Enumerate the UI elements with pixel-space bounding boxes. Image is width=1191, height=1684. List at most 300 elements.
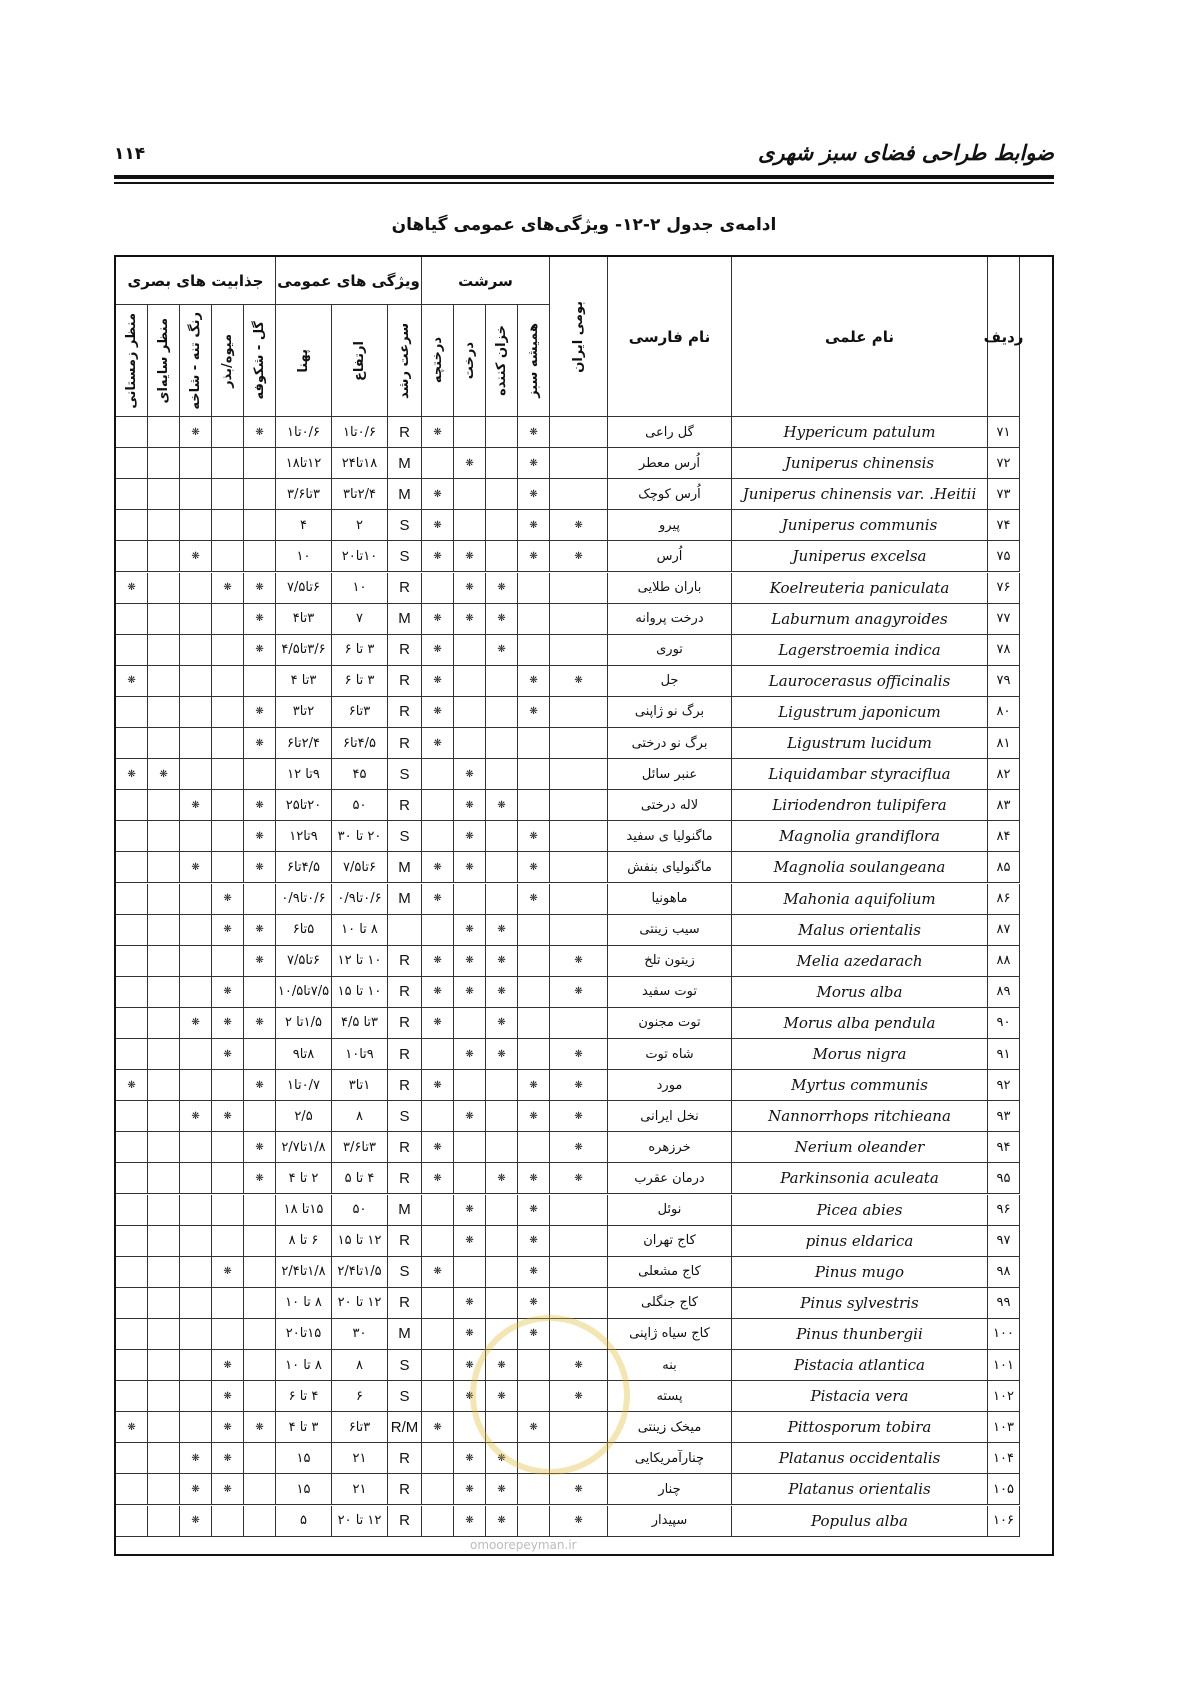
cell-fa: توت سفید bbox=[608, 977, 732, 1008]
mark-flower: ❋ bbox=[244, 1070, 276, 1101]
cell-width: ۲۰تا۲۵ bbox=[276, 790, 332, 821]
header-growth-label: سرعت رشد bbox=[397, 322, 412, 399]
cell-width: ۶ تا ۸ bbox=[276, 1226, 332, 1257]
cell-width: ۳/۶تا۴/۵ bbox=[276, 635, 332, 666]
cell-height: ۱۲ تا ۲۰ bbox=[332, 1288, 388, 1319]
cell-sci: Pistacia vera bbox=[732, 1381, 988, 1412]
mark-color bbox=[180, 1412, 212, 1443]
mark-deciduous: ❋ bbox=[486, 1350, 518, 1381]
mark-winter bbox=[116, 1443, 148, 1474]
table-caption: ادامه‌ی جدول ۲-۱۲- ویژگی‌های عمومی گیاهان bbox=[391, 215, 777, 235]
cell-height: ۳تا۳/۶ bbox=[332, 1132, 388, 1163]
cell-height: ۳تا۶ bbox=[332, 1412, 388, 1443]
header-evergreen bbox=[518, 305, 550, 417]
mark-tree bbox=[454, 635, 486, 666]
mark-winter bbox=[116, 479, 148, 510]
cell-sci: Nannorrhops ritchieana bbox=[732, 1101, 988, 1132]
mark-color bbox=[180, 635, 212, 666]
mark-fruit bbox=[212, 1195, 244, 1226]
mark-color bbox=[180, 479, 212, 510]
cell-no: ۱۰۳ bbox=[988, 1412, 1020, 1443]
mark-shrub: ❋ bbox=[422, 479, 454, 510]
mark-deciduous bbox=[486, 510, 518, 541]
header-native bbox=[550, 257, 608, 417]
mark-color bbox=[180, 821, 212, 852]
mark-evergreen bbox=[518, 759, 550, 790]
mark-winter bbox=[116, 1008, 148, 1039]
mark-deciduous bbox=[486, 448, 518, 479]
mark-shrub: ❋ bbox=[422, 666, 454, 697]
mark-deciduous bbox=[486, 1257, 518, 1288]
header-height bbox=[332, 305, 388, 417]
mark-native bbox=[550, 1412, 608, 1443]
mark-tree bbox=[454, 479, 486, 510]
cell-growth: M bbox=[388, 604, 422, 635]
mark-shade bbox=[148, 666, 180, 697]
mark-evergreen: ❋ bbox=[518, 1288, 550, 1319]
cell-sci: Pistacia atlantica bbox=[732, 1350, 988, 1381]
mark-deciduous: ❋ bbox=[486, 1039, 518, 1070]
header-tree bbox=[454, 305, 486, 417]
header-persian-name-label: نام فارسی bbox=[628, 327, 711, 346]
cell-sci: Juniperus excelsa bbox=[732, 541, 988, 572]
cell-fa: توت مجنون bbox=[608, 1008, 732, 1039]
mark-winter bbox=[116, 541, 148, 572]
mark-winter bbox=[116, 1195, 148, 1226]
mark-evergreen: ❋ bbox=[518, 541, 550, 572]
mark-color bbox=[180, 1226, 212, 1257]
header-rule-thick bbox=[114, 175, 1054, 179]
cell-sci: Parkinsonia aculeata bbox=[732, 1163, 988, 1194]
mark-evergreen: ❋ bbox=[518, 479, 550, 510]
mark-deciduous bbox=[486, 697, 518, 728]
mark-deciduous: ❋ bbox=[486, 1163, 518, 1194]
mark-color: ❋ bbox=[180, 1008, 212, 1039]
mark-winter bbox=[116, 510, 148, 541]
cell-growth: S bbox=[388, 1381, 422, 1412]
cell-no: ۹۴ bbox=[988, 1132, 1020, 1163]
mark-evergreen bbox=[518, 915, 550, 946]
mark-shrub: ❋ bbox=[422, 541, 454, 572]
mark-native bbox=[550, 728, 608, 759]
mark-shade bbox=[148, 1195, 180, 1226]
cell-no: ۱۰۲ bbox=[988, 1381, 1020, 1412]
mark-shade bbox=[148, 977, 180, 1008]
cell-sci: Malus orientalis bbox=[732, 915, 988, 946]
mark-winter bbox=[116, 728, 148, 759]
mark-fruit bbox=[212, 759, 244, 790]
mark-native: ❋ bbox=[550, 1474, 608, 1505]
mark-shade bbox=[148, 479, 180, 510]
mark-tree: ❋ bbox=[454, 852, 486, 883]
header-shade-label: منظر سایه‌ای bbox=[156, 317, 171, 404]
header-winter-label: منظر زمستانی bbox=[124, 312, 139, 409]
mark-winter bbox=[116, 1350, 148, 1381]
mark-flower: ❋ bbox=[244, 1163, 276, 1194]
mark-deciduous bbox=[486, 1226, 518, 1257]
mark-color: ❋ bbox=[180, 790, 212, 821]
mark-shade bbox=[148, 915, 180, 946]
cell-width: ۸تا۹ bbox=[276, 1039, 332, 1070]
mark-shrub bbox=[422, 1474, 454, 1505]
mark-tree: ❋ bbox=[454, 1350, 486, 1381]
cell-height: ۴ تا ۵ bbox=[332, 1163, 388, 1194]
cell-growth: R bbox=[388, 977, 422, 1008]
cell-growth: R/M bbox=[388, 1412, 422, 1443]
cell-width: ۱/۸تا۲/۷ bbox=[276, 1132, 332, 1163]
mark-winter bbox=[116, 884, 148, 915]
mark-fruit: ❋ bbox=[212, 1257, 244, 1288]
mark-color bbox=[180, 946, 212, 977]
mark-flower bbox=[244, 448, 276, 479]
mark-flower: ❋ bbox=[244, 728, 276, 759]
mark-flower bbox=[244, 1101, 276, 1132]
mark-shrub bbox=[422, 1195, 454, 1226]
mark-winter: ❋ bbox=[116, 759, 148, 790]
mark-evergreen: ❋ bbox=[518, 1319, 550, 1350]
header-height-label: ارتفاع bbox=[352, 340, 367, 381]
cell-growth: R bbox=[388, 635, 422, 666]
cell-fa: ماگنولیای بنفش bbox=[608, 852, 732, 883]
mark-color bbox=[180, 884, 212, 915]
mark-shrub: ❋ bbox=[422, 852, 454, 883]
mark-flower bbox=[244, 1350, 276, 1381]
mark-shade bbox=[148, 1257, 180, 1288]
cell-sci: Nerium oleander bbox=[732, 1132, 988, 1163]
mark-native: ❋ bbox=[550, 946, 608, 977]
cell-growth: S bbox=[388, 1257, 422, 1288]
mark-shrub: ❋ bbox=[422, 1163, 454, 1194]
mark-winter bbox=[116, 1101, 148, 1132]
mark-color: ❋ bbox=[180, 417, 212, 448]
cell-growth: S bbox=[388, 759, 422, 790]
header-scientific-name-label: نام علمی bbox=[824, 327, 895, 346]
cell-width: ۴ تا ۶ bbox=[276, 1381, 332, 1412]
mark-fruit bbox=[212, 1070, 244, 1101]
mark-flower: ❋ bbox=[244, 821, 276, 852]
mark-winter bbox=[116, 1381, 148, 1412]
header-persian-name bbox=[608, 257, 732, 417]
mark-tree: ❋ bbox=[454, 573, 486, 604]
mark-shade bbox=[148, 1288, 180, 1319]
mark-shade bbox=[148, 821, 180, 852]
mark-tree: ❋ bbox=[454, 821, 486, 852]
cell-growth: R bbox=[388, 1288, 422, 1319]
cell-no: ۸۶ bbox=[988, 884, 1020, 915]
cell-growth: R bbox=[388, 1070, 422, 1101]
cell-sci: Koelreuteria paniculata bbox=[732, 573, 988, 604]
mark-shade bbox=[148, 946, 180, 977]
mark-deciduous bbox=[486, 821, 518, 852]
mark-tree: ❋ bbox=[454, 604, 486, 635]
cell-growth: R bbox=[388, 728, 422, 759]
cell-fa: برگ نو ژاپنی bbox=[608, 697, 732, 728]
cell-sci: Pittosporum tobira bbox=[732, 1412, 988, 1443]
mark-shrub bbox=[422, 448, 454, 479]
mark-flower bbox=[244, 1443, 276, 1474]
cell-width: ۲تا۳ bbox=[276, 697, 332, 728]
mark-flower bbox=[244, 1195, 276, 1226]
cell-fa: زیتون تلخ bbox=[608, 946, 732, 977]
mark-shrub: ❋ bbox=[422, 635, 454, 666]
mark-evergreen bbox=[518, 1350, 550, 1381]
mark-deciduous bbox=[486, 1070, 518, 1101]
mark-deciduous bbox=[486, 1132, 518, 1163]
mark-fruit bbox=[212, 1226, 244, 1257]
mark-tree: ❋ bbox=[454, 946, 486, 977]
mark-shrub: ❋ bbox=[422, 1132, 454, 1163]
cell-no: ۸۹ bbox=[988, 977, 1020, 1008]
cell-fa: میخک زینتی bbox=[608, 1412, 732, 1443]
mark-tree bbox=[454, 417, 486, 448]
mark-deciduous: ❋ bbox=[486, 915, 518, 946]
mark-color bbox=[180, 510, 212, 541]
cell-width: ۹تا ۱۲ bbox=[276, 759, 332, 790]
mark-shrub bbox=[422, 790, 454, 821]
cell-height: ۱تا۳ bbox=[332, 1070, 388, 1101]
mark-tree: ❋ bbox=[454, 1039, 486, 1070]
cell-fa: برگ نو درختی bbox=[608, 728, 732, 759]
mark-tree bbox=[454, 1070, 486, 1101]
mark-flower bbox=[244, 510, 276, 541]
cell-growth: M bbox=[388, 852, 422, 883]
mark-color bbox=[180, 666, 212, 697]
cell-fa: چنارآمریکایی bbox=[608, 1443, 732, 1474]
cell-width: ۱/۵تا ۲ bbox=[276, 1008, 332, 1039]
mark-shrub bbox=[422, 1226, 454, 1257]
cell-no: ۸۰ bbox=[988, 697, 1020, 728]
mark-flower bbox=[244, 884, 276, 915]
mark-native: ❋ bbox=[550, 1350, 608, 1381]
cell-fa: توری bbox=[608, 635, 732, 666]
cell-width: ۳تا۴ bbox=[276, 604, 332, 635]
mark-evergreen: ❋ bbox=[518, 1101, 550, 1132]
mark-flower: ❋ bbox=[244, 1132, 276, 1163]
mark-winter bbox=[116, 977, 148, 1008]
header-row-no-label: ردیف bbox=[983, 327, 1024, 346]
header-color-label: رنگ تنه - شاخه bbox=[188, 311, 203, 410]
cell-height: ۱۲ تا ۱۵ bbox=[332, 1226, 388, 1257]
header-fruit bbox=[212, 305, 244, 417]
mark-fruit bbox=[212, 541, 244, 572]
mark-shade bbox=[148, 1008, 180, 1039]
cell-height: ۵۰ bbox=[332, 1195, 388, 1226]
mark-color bbox=[180, 915, 212, 946]
cell-sci: Laburnum anagyroides bbox=[732, 604, 988, 635]
cell-growth: R bbox=[388, 417, 422, 448]
cell-fa: نخل ایرانی bbox=[608, 1101, 732, 1132]
cell-fa: سپیدار bbox=[608, 1506, 732, 1537]
cell-no: ۷۸ bbox=[988, 635, 1020, 666]
mark-deciduous bbox=[486, 541, 518, 572]
mark-fruit bbox=[212, 1506, 244, 1537]
mark-deciduous bbox=[486, 1101, 518, 1132]
mark-tree: ❋ bbox=[454, 1474, 486, 1505]
cell-width: ۸ تا ۱۰ bbox=[276, 1350, 332, 1381]
cell-width: ۱۵ bbox=[276, 1443, 332, 1474]
cell-height: ۲۱ bbox=[332, 1474, 388, 1505]
mark-flower: ❋ bbox=[244, 417, 276, 448]
mark-tree bbox=[454, 1257, 486, 1288]
cell-no: ۷۲ bbox=[988, 448, 1020, 479]
header-shrub bbox=[422, 305, 454, 417]
mark-native bbox=[550, 604, 608, 635]
mark-color bbox=[180, 448, 212, 479]
mark-color bbox=[180, 1381, 212, 1412]
mark-flower: ❋ bbox=[244, 573, 276, 604]
mark-shrub: ❋ bbox=[422, 1412, 454, 1443]
page-number: ۱۱۴ bbox=[114, 144, 146, 164]
mark-evergreen bbox=[518, 1008, 550, 1039]
cell-height: ۲ bbox=[332, 510, 388, 541]
cell-height: ۰/۶تا۱ bbox=[332, 417, 388, 448]
mark-tree: ❋ bbox=[454, 790, 486, 821]
mark-tree bbox=[454, 1132, 486, 1163]
cell-no: ۹۱ bbox=[988, 1039, 1020, 1070]
mark-native bbox=[550, 759, 608, 790]
mark-flower: ❋ bbox=[244, 604, 276, 635]
cell-fa: اُرس معطر bbox=[608, 448, 732, 479]
cell-growth: R bbox=[388, 1008, 422, 1039]
cell-height: ۲۰ تا ۳۰ bbox=[332, 821, 388, 852]
mark-flower bbox=[244, 1381, 276, 1412]
cell-no: ۹۳ bbox=[988, 1101, 1020, 1132]
cell-fa: ماهونیا bbox=[608, 884, 732, 915]
mark-evergreen: ❋ bbox=[518, 666, 550, 697]
cell-no: ۸۸ bbox=[988, 946, 1020, 977]
header-scientific-name bbox=[732, 257, 988, 417]
mark-winter bbox=[116, 1132, 148, 1163]
header-evergreen-label: همیشه سبز bbox=[526, 323, 541, 398]
mark-shrub bbox=[422, 1101, 454, 1132]
cell-no: ۹۸ bbox=[988, 1257, 1020, 1288]
mark-deciduous: ❋ bbox=[486, 790, 518, 821]
mark-color bbox=[180, 573, 212, 604]
cell-width: ۵ bbox=[276, 1506, 332, 1537]
mark-shrub bbox=[422, 1350, 454, 1381]
cell-sci: Populus alba bbox=[732, 1506, 988, 1537]
cell-width: ۶تا۷/۵ bbox=[276, 946, 332, 977]
mark-color bbox=[180, 1257, 212, 1288]
mark-native bbox=[550, 697, 608, 728]
mark-tree bbox=[454, 666, 486, 697]
mark-shade bbox=[148, 1132, 180, 1163]
running-title: ضوابط طراحی فضای سبز شهری bbox=[757, 140, 1054, 165]
mark-native: ❋ bbox=[550, 541, 608, 572]
mark-winter bbox=[116, 946, 148, 977]
mark-shade bbox=[148, 510, 180, 541]
mark-flower bbox=[244, 1474, 276, 1505]
mark-native bbox=[550, 417, 608, 448]
mark-shade bbox=[148, 790, 180, 821]
cell-sci: Pinus sylvestris bbox=[732, 1288, 988, 1319]
mark-shade bbox=[148, 635, 180, 666]
mark-fruit bbox=[212, 604, 244, 635]
header-rule-thin bbox=[114, 182, 1054, 184]
mark-native bbox=[550, 1288, 608, 1319]
mark-color bbox=[180, 759, 212, 790]
cell-fa: سیب زینتی bbox=[608, 915, 732, 946]
cell-width: ۷/۵تا۱۰/۵ bbox=[276, 977, 332, 1008]
mark-fruit: ❋ bbox=[212, 884, 244, 915]
mark-fruit: ❋ bbox=[212, 915, 244, 946]
cell-sci: Juniperus chinensis bbox=[732, 448, 988, 479]
mark-deciduous: ❋ bbox=[486, 1381, 518, 1412]
mark-tree bbox=[454, 697, 486, 728]
mark-shade bbox=[148, 417, 180, 448]
cell-height: ۱۰ تا ۱۵ bbox=[332, 977, 388, 1008]
cell-fa: کاج مشعلی bbox=[608, 1257, 732, 1288]
cell-height: ۲۱ bbox=[332, 1443, 388, 1474]
mark-shade bbox=[148, 697, 180, 728]
mark-evergreen bbox=[518, 946, 550, 977]
cell-fa: نوئل bbox=[608, 1195, 732, 1226]
cell-fa: مورد bbox=[608, 1070, 732, 1101]
cell-sci: Morus alba bbox=[732, 977, 988, 1008]
cell-sci: Platanus orientalis bbox=[732, 1474, 988, 1505]
mark-shrub bbox=[422, 1319, 454, 1350]
mark-flower bbox=[244, 541, 276, 572]
mark-deciduous: ❋ bbox=[486, 635, 518, 666]
cell-height: ۵۰ bbox=[332, 790, 388, 821]
mark-fruit: ❋ bbox=[212, 1474, 244, 1505]
mark-color: ❋ bbox=[180, 1101, 212, 1132]
mark-tree: ❋ bbox=[454, 1226, 486, 1257]
mark-winter: ❋ bbox=[116, 573, 148, 604]
header-shade bbox=[148, 305, 180, 417]
cell-sci: Magnolia soulangeana bbox=[732, 852, 988, 883]
mark-evergreen bbox=[518, 790, 550, 821]
mark-evergreen bbox=[518, 1132, 550, 1163]
mark-shrub: ❋ bbox=[422, 604, 454, 635]
cell-growth: S bbox=[388, 541, 422, 572]
header-flower bbox=[244, 305, 276, 417]
cell-no: ۷۹ bbox=[988, 666, 1020, 697]
mark-deciduous bbox=[486, 1195, 518, 1226]
mark-tree: ❋ bbox=[454, 1319, 486, 1350]
mark-evergreen bbox=[518, 1381, 550, 1412]
mark-shrub: ❋ bbox=[422, 697, 454, 728]
mark-flower bbox=[244, 1506, 276, 1537]
mark-fruit bbox=[212, 728, 244, 759]
cell-no: ۹۰ bbox=[988, 1008, 1020, 1039]
mark-native bbox=[550, 1195, 608, 1226]
mark-fruit: ❋ bbox=[212, 1412, 244, 1443]
cell-sci: Laurocerasus officinalis bbox=[732, 666, 988, 697]
mark-evergreen: ❋ bbox=[518, 1070, 550, 1101]
mark-fruit bbox=[212, 946, 244, 977]
cell-fa: کاج سیاه ژاپنی bbox=[608, 1319, 732, 1350]
mark-color bbox=[180, 1195, 212, 1226]
cell-growth: R bbox=[388, 1226, 422, 1257]
mark-shrub bbox=[422, 821, 454, 852]
mark-flower bbox=[244, 1319, 276, 1350]
cell-width: ۱/۸تا۲/۴ bbox=[276, 1257, 332, 1288]
mark-fruit: ❋ bbox=[212, 1039, 244, 1070]
cell-sci: Lagerstroemia indica bbox=[732, 635, 988, 666]
header-group-nature: سرشت bbox=[422, 257, 550, 305]
mark-fruit bbox=[212, 790, 244, 821]
mark-native bbox=[550, 635, 608, 666]
mark-shrub bbox=[422, 915, 454, 946]
mark-fruit bbox=[212, 479, 244, 510]
mark-winter bbox=[116, 1257, 148, 1288]
cell-no: ۹۹ bbox=[988, 1288, 1020, 1319]
mark-tree bbox=[454, 1008, 486, 1039]
header-growth bbox=[388, 305, 422, 417]
mark-evergreen: ❋ bbox=[518, 821, 550, 852]
cell-no: ۷۳ bbox=[988, 479, 1020, 510]
